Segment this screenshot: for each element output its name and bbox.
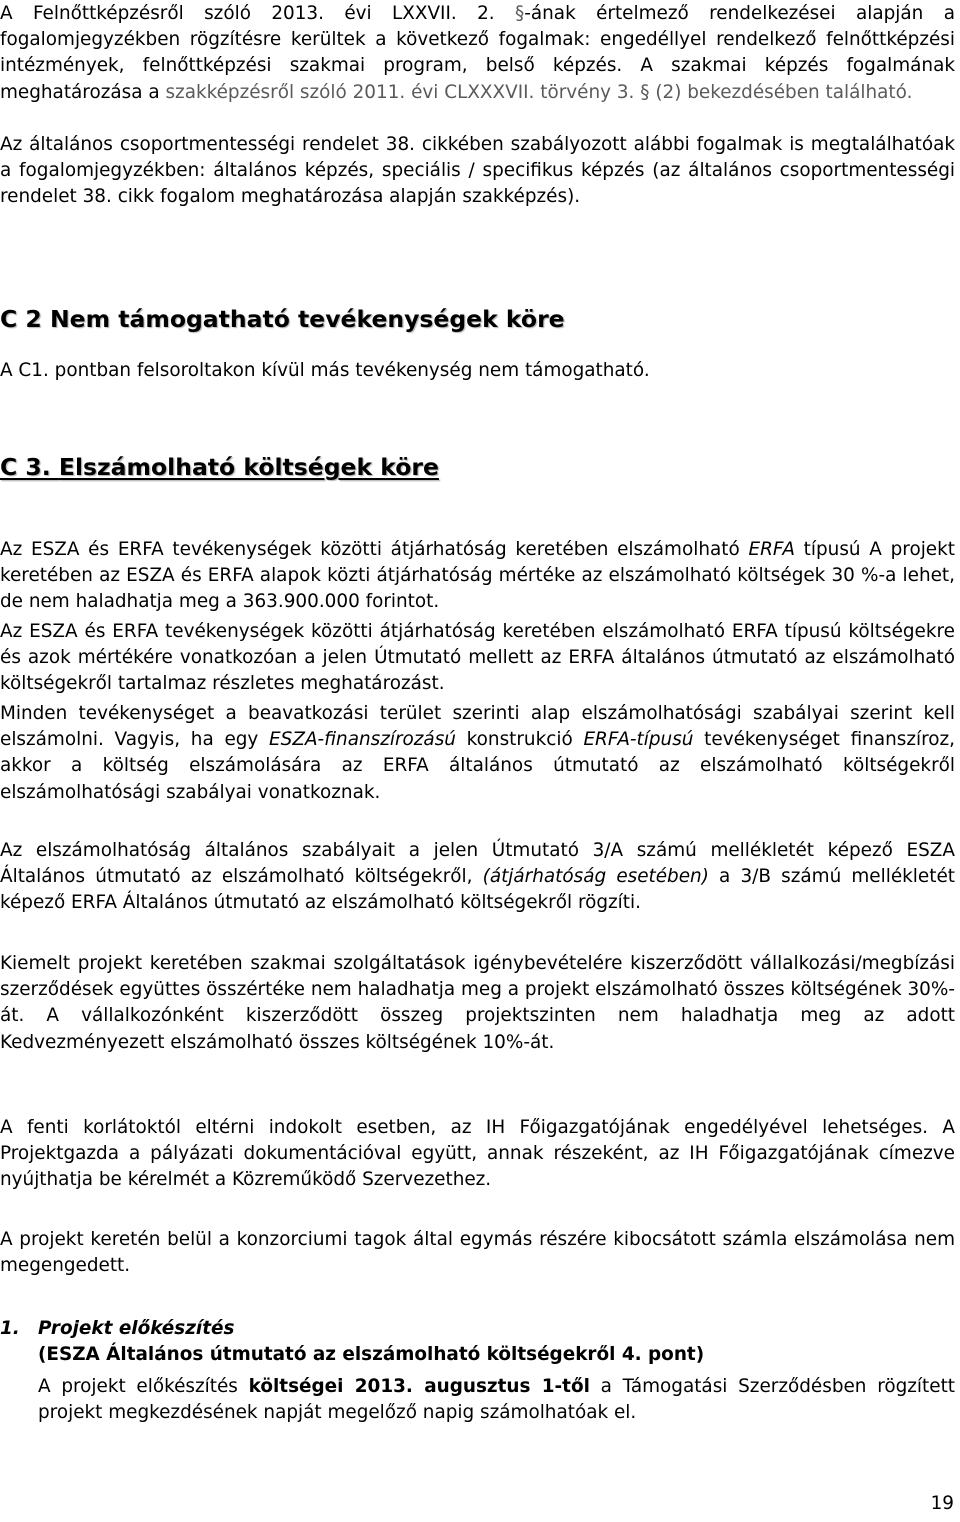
c3-p3-esza: ESZA-finanszírozású	[269, 729, 456, 751]
item-subtitle: (ESZA Általános útmutató az elszámolható költségekről 4. pont)	[38, 1344, 705, 1365]
c3-p3-erfa: ERFA-típusú	[583, 729, 694, 751]
section-c2-text: A C1. pontban felsoroltakon kívül más tevékenység nem támogatható.	[0, 360, 650, 381]
c3-paragraph-6: A fenti korlátoktól eltérni indokolt esetben, az IH Főigazgatójának engedélyével lehetséges. A Projektgazda a pályázati dokumentációval együtt, annak részeként, az IH Főigazgatójának címezve nyújthatja be kérelmét a Közreműködő Szervezethez.	[0, 1117, 955, 1191]
item-text	[38, 1374, 955, 1426]
intro-paragraph-2: Az általános csoportmentességi rendelet 38. cikkében szabályozott alábbi fogalmak is megtalálhatóak a fogalomjegyzékben: általános képzés, speciális / specifikus képzés (az általános csoportmentességi rendelet 38. cikk fogalom meghatározása alapján szakképzés).	[0, 134, 955, 208]
c3-paragraph-2: Az ESZA és ERFA tevékenységek közötti átjárhatóság keretében elszámolható ERFA típusú költségekre és azok mértékére vonatkozóan a jelen Útmutató mellett az ERFA általános útmutató az elszámolható költségekről tartalmaz részletes meghatározást.	[0, 621, 955, 695]
vocational-law-link[interactable]: szakképzésről szóló 2011. évi CLXXXVII. törvény 3.	[165, 81, 641, 103]
item-number: 1.	[0, 1318, 20, 1339]
c3-p1-erfa: ERFA	[748, 539, 795, 560]
c3-p4-italic: (átjárhatóság esetében)	[482, 866, 709, 888]
c3-p3-text-b: konstrukció	[455, 729, 584, 751]
section-c2-heading: C 2 Nem támogatható tevékenységek köre	[0, 305, 565, 333]
section-c3-title: Elszámolható költségek köre	[58, 453, 439, 481]
item-title: Projekt előkészítés	[38, 1318, 235, 1339]
page-number: 19	[930, 1493, 954, 1514]
paragraph-reference-link[interactable]: (2) bekezdésében található.	[649, 81, 913, 103]
intro-paragraph-1	[0, 1, 955, 106]
section-sign-link-2[interactable]: §	[640, 81, 650, 103]
c3-p1-text-a: Az ESZA és ERFA tevékenységek közötti átjárhatóság keretében elszámolható	[0, 539, 749, 560]
c3-p3-text-a: Minden tevékenységet a beavatkozási terület szerinti alap elszámolhatósági szabályai szerint kell elszámolni. Vagyis, ha egy	[0, 703, 955, 751]
c3-paragraph-4	[0, 838, 955, 917]
definitions-text: -ának értelmező rendelkezései alapján a fogalomjegyzékben rögzítésre kerültek a következő fogalmak: engedéllyel rendelkező felnőttképzési intézmények, felnőttképzési szakmai program, belső képzés. A szakmai képzés fogalmának meghatározása a	[0, 3, 955, 103]
c3-p1-text-b: típusú A projekt keretében az ESZA és ERFA alapok közti átjárhatóság mértéke az elszámolható költségek 30 %-a lehet, de nem haladhatja meg a 363.900.000 forintot.	[0, 539, 955, 613]
c3-paragraph-1	[0, 537, 955, 616]
law-reference: A Felnőttképzésről szóló 2013. évi LXXVII. 2.	[0, 3, 516, 24]
c3-paragraph-5: Kiemelt projekt keretében szakmai szolgáltatások igénybevételére kiszerződött vállalkozási/megbízási szerződések együttes összértéke nem haladhatja meg a projekt elszámolható összes költségének 30%-át. A vállalkozónként kiszerződött összeg projektszinten nem haladhatja meg az adott Kedvezményezett elszámolható összes költségének 10%-át.	[0, 953, 955, 1053]
c3-p4-text-a: Az elszámolhatóság általános szabályait a jelen Útmutató 3/A számú mellékletét képező ESZA Általános útmutató az elszámolható költségekről,	[0, 840, 955, 888]
section-c3-prefix: C 3.	[0, 453, 59, 481]
section-c3-heading	[0, 452, 439, 482]
c3-paragraph-3	[0, 701, 955, 806]
c3-p3-text-c: tevékenységet finanszíroz, akkor a költség elszámolására az ERFA általános útmutató az elszámolható költségekről elszámolhatósági szabályai vonatkoznak.	[0, 729, 955, 803]
c3-paragraph-7: A projekt keretén belül a konzorciumi tagok által egymás részére kibocsátott számla elszámolása nem megengedett.	[0, 1229, 955, 1277]
item-text-bold: költségei 2013. augusztus 1-től	[248, 1376, 590, 1397]
c3-p4-text-b: a 3/B számú mellékletét képező ERFA Általános útmutató az elszámolható költségekről rögzíti.	[0, 866, 955, 914]
item-text-a: A projekt előkészítés	[38, 1376, 249, 1397]
item-text-c: a Támogatási Szerződésben rögzített projekt megkezdésének napját megelőző napig számolhatóak el.	[38, 1376, 955, 1424]
section-sign-link[interactable]: §	[515, 3, 525, 24]
